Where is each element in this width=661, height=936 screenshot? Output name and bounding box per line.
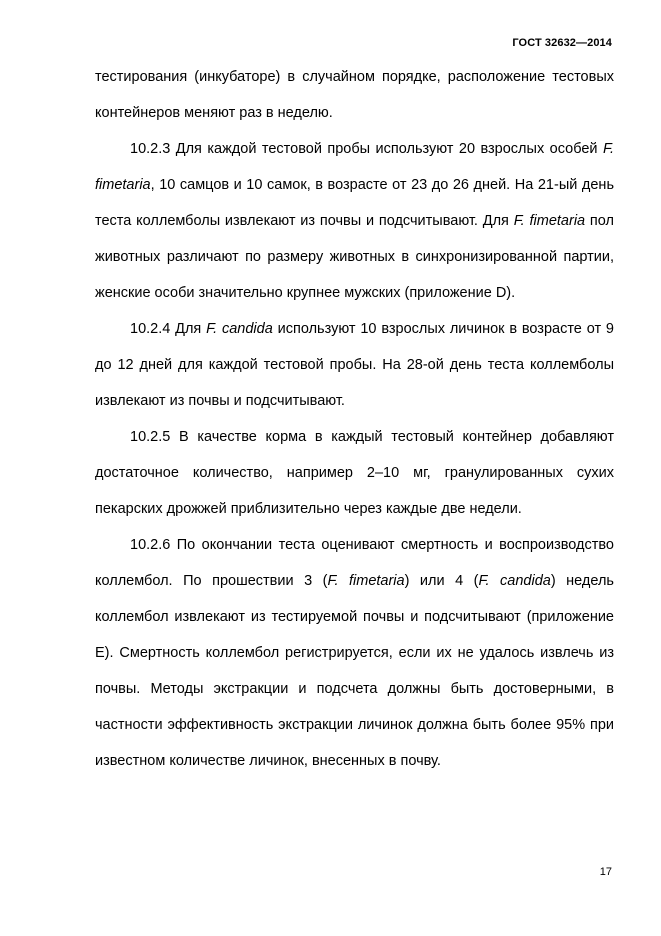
- text-run: пол животных различают по размеру животных в синхронизированной партии, женские особи значительно крупнее мужских (приложение D).: [95, 213, 614, 301]
- text-run: , 10 самцов и 10 самок, в возрасте от 23 до 26 дней. На 21-ый день теста коллемболы извлекают из почвы и подсчитывают. Для: [95, 177, 614, 229]
- text-run: тестирования (инкубаторе) в случайном порядке, расположение тестовых контейнеров меняют раз в неделю.: [95, 69, 614, 121]
- text-run: 10.2.3 Для каждой тестовой пробы используют 20 взрослых особей: [130, 141, 603, 157]
- paragraph-10-2-3: [95, 131, 614, 311]
- standard-header: ГОСТ 32632—2014: [512, 37, 612, 49]
- paragraph-10-2-5: [95, 419, 614, 527]
- text-run: ) недель коллембол извлекают из тестируемой почвы и подсчитывают (приложение E). Смертность коллембол регистрируется, если их не удалось извлечь из почвы. Методы экстракции и подсчета должны быть достоверными, в частности эффективность экстракции личинок должна быть более 95% при известном количестве личинок, внесенных в почву.: [95, 573, 614, 769]
- species-name: F. fimetaria: [327, 573, 405, 589]
- species-name: F. candida: [478, 573, 551, 589]
- text-run: 10.2.5 В качестве корма в каждый тестовый контейнер добавляют достаточное количество, например 2–10 мг, гранулированных сухих пекарских дрожжей приблизительно через каждые две недели.: [95, 429, 614, 517]
- body-text: [95, 59, 614, 779]
- paragraph-continuation: [95, 59, 614, 131]
- text-run: 10.2.4 Для: [130, 321, 207, 337]
- species-name: F. fimetaria: [513, 213, 586, 229]
- species-name: F. candida: [206, 321, 273, 337]
- page-number: 17: [599, 866, 612, 878]
- text-run: ) или 4 (: [404, 573, 479, 589]
- text-run: 10.2.6 По окончании теста оценивают смертность и воспроизводство коллембол. По прошествии 3 (: [95, 537, 614, 589]
- paragraph-10-2-6: [95, 527, 614, 779]
- species-name: F. fimetaria: [95, 141, 614, 193]
- paragraph-10-2-4: [95, 311, 614, 419]
- text-run: используют 10 взрослых личинок в возрасте от 9 до 12 дней для каждой тестовой пробы. На 28-ой день теста коллемболы извлекают из почвы и подсчитывают.: [95, 321, 614, 409]
